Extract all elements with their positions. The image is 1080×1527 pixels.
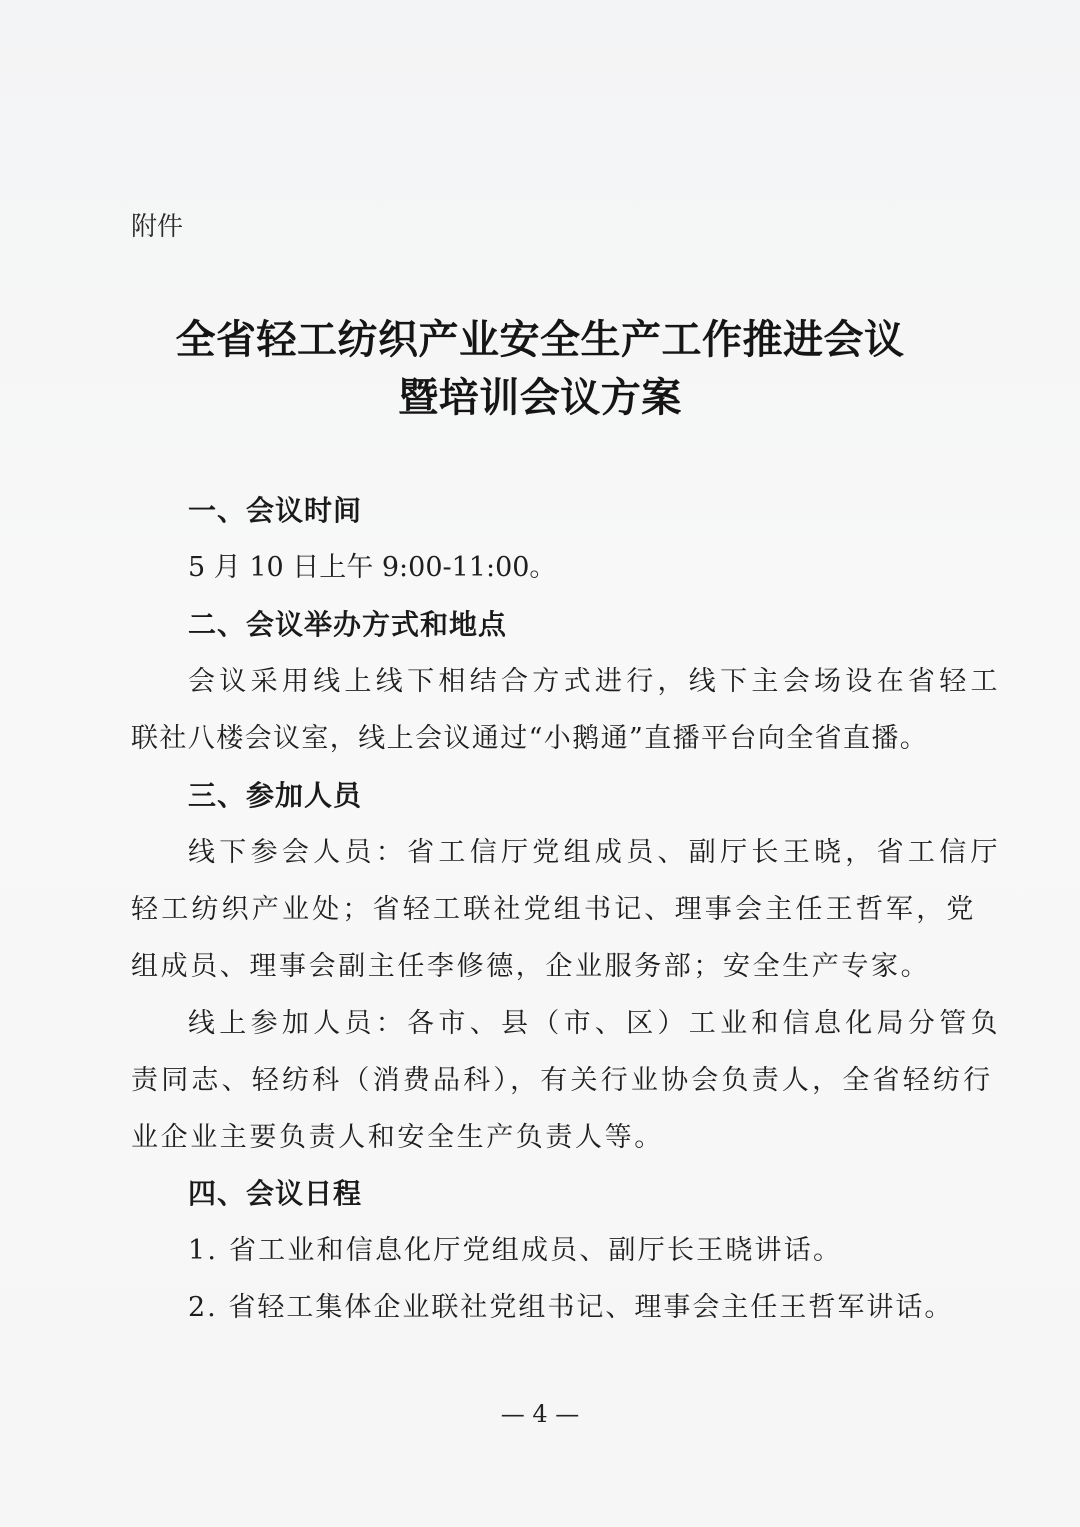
annex-label: 附件 (131, 212, 184, 242)
paragraph-line: 业企业主要负责人和安全生产负责人等。 (131, 1122, 664, 1153)
paragraph-line: 线下参会人员：省工信厅党组成员、副厅长王晓，省工信厅 (188, 837, 1002, 868)
page-number: — 4 — (500, 1400, 580, 1428)
section-heading-format-location: 二、会议举办方式和地点 (188, 608, 508, 641)
agenda-item: 2. 省轻工集体企业联社党组书记、理事会主任王哲军讲话。 (188, 1292, 954, 1323)
paragraph-line: 联社八楼会议室，线上会议通过“小鹅通”直播平台向全省直播。 (131, 723, 929, 754)
paragraph-line: 轻工纺织产业处；省轻工联社党组书记、理事会主任王哲军，党 (131, 894, 977, 925)
document-title-line2: 暨培训会议方案 (398, 374, 682, 421)
section-heading-participants: 三、参加人员 (188, 779, 363, 812)
paragraph-line: 会议采用线上线下相结合方式进行，线下主会场设在省轻工 (188, 666, 1002, 697)
section-heading-agenda: 四、会议日程 (188, 1177, 363, 1210)
paragraph-line: 组成员、理事会副主任李修德，企业服务部；安全生产专家。 (131, 951, 931, 982)
paragraph-line: 线上参加人员：各市、县（市、区）工业和信息化局分管负 (188, 1008, 1002, 1039)
paragraph-line: 5 月 10 日上午 9:00-11:00。 (188, 552, 557, 583)
agenda-item: 1. 省工业和信息化厅党组成员、副厅长王晓讲话。 (188, 1235, 843, 1266)
section-heading-time: 一、会议时间 (188, 494, 363, 527)
document-title-line1: 全省轻工纺织产业安全生产工作推进会议 (175, 316, 905, 363)
paragraph-line: 责同志、轻纺科（消费品科），有关行业协会负责人，全省轻纺行 (131, 1065, 994, 1096)
